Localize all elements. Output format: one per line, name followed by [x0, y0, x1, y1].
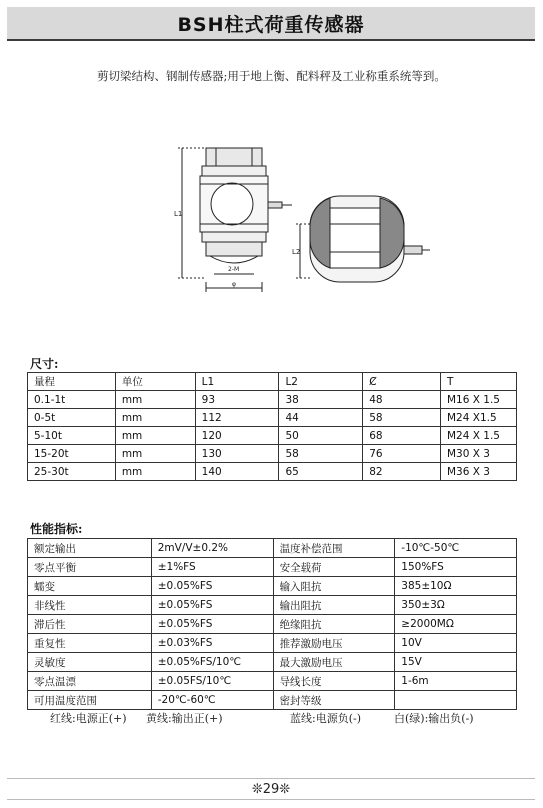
spec-value: 350±3Ω: [395, 596, 517, 615]
table-row: [28, 463, 517, 481]
spec-name: 灵敏度: [28, 653, 152, 672]
table-cell: M24 X1.5: [441, 409, 517, 427]
table-row: [28, 615, 517, 634]
table-cell: mm: [115, 463, 195, 481]
title-bar: [7, 7, 535, 41]
header-cell: 量程: [28, 373, 116, 391]
table-cell: 50: [279, 427, 363, 445]
table-row: [28, 653, 517, 672]
table-cell: M30 X 3: [441, 445, 517, 463]
spec-name: 滞后性: [28, 615, 152, 634]
table-row: [28, 672, 517, 691]
header-cell: L1: [195, 373, 279, 391]
table-cell: 0-5t: [28, 409, 116, 427]
table-cell: 68: [363, 427, 441, 445]
table-row: [28, 634, 517, 653]
table-cell: 44: [279, 409, 363, 427]
table-row: [28, 558, 517, 577]
spec-name: 零点温漂: [28, 672, 152, 691]
table-cell: 130: [195, 445, 279, 463]
spec-value: ±1%FS: [151, 558, 273, 577]
spec-value: 150%FS: [395, 558, 517, 577]
wire-yellow: 黄线:输出正(+): [146, 712, 223, 725]
table-cell: 93: [195, 391, 279, 409]
intro-text: 剪切梁结构、钢制传感器;用于地上衡、配料秤及工业称重系统等到。: [97, 69, 446, 83]
spec-value: 1-6m: [395, 672, 517, 691]
table-cell: 58: [279, 445, 363, 463]
table-cell: 58: [363, 409, 441, 427]
wire-white-green: 白(绿):输出负(-): [394, 712, 474, 725]
table-cell: M36 X 3: [441, 463, 517, 481]
table-cell: 120: [195, 427, 279, 445]
table-cell: mm: [115, 427, 195, 445]
spec-value: ±0.05%FS: [151, 615, 273, 634]
wire-red: 红线:电源正(+): [50, 712, 127, 725]
table-row: [28, 409, 517, 427]
spec-name: 导线长度: [273, 672, 395, 691]
table-row: [28, 577, 517, 596]
table-cell: 48: [363, 391, 441, 409]
table-cell: 65: [279, 463, 363, 481]
spec-name: 最大激励电压: [273, 653, 395, 672]
spec-value: -20℃-60℃: [151, 691, 273, 710]
dim-l2-label: L2: [292, 248, 301, 256]
header-cell: L2: [279, 373, 363, 391]
wire-blue: 蓝线:电源负(-): [290, 712, 362, 725]
spec-name: 温度补偿范围: [273, 539, 395, 558]
header-cell: T: [441, 373, 517, 391]
dimensions-label: 尺寸:: [30, 357, 59, 371]
table-cell: 112: [195, 409, 279, 427]
table-row: [28, 691, 517, 710]
spec-name: 输入阻抗: [273, 577, 395, 596]
table-cell: mm: [115, 409, 195, 427]
spec-value: ±0.03%FS: [151, 634, 273, 653]
spec-name: 安全载荷: [273, 558, 395, 577]
page-footer: [7, 778, 535, 800]
spec-name: 蠕变: [28, 577, 152, 596]
table-cell: 140: [195, 463, 279, 481]
spec-name: 输出阻抗: [273, 596, 395, 615]
table-cell: 25-30t: [28, 463, 116, 481]
table-cell: 82: [363, 463, 441, 481]
spec-value: ±0.05%FS: [151, 577, 273, 596]
dim-phi-label: φ: [232, 281, 236, 288]
table-cell: 5-10t: [28, 427, 116, 445]
page-number: ❊29❊: [251, 781, 291, 797]
spec-value: 385±10Ω: [395, 577, 517, 596]
table-cell: 76: [363, 445, 441, 463]
spec-name: 重复性: [28, 634, 152, 653]
spec-value: ±0.05%FS/10℃: [151, 653, 273, 672]
sensor-drawing: [160, 128, 430, 300]
table-cell: 15-20t: [28, 445, 116, 463]
spec-value: ±0.05%FS: [151, 596, 273, 615]
specs-label: 性能指标:: [30, 522, 83, 536]
wire-legend: [0, 710, 543, 728]
spec-name: 零点平衡: [28, 558, 152, 577]
dim-l1-label: L1: [174, 210, 183, 218]
table-cell: mm: [115, 445, 195, 463]
spec-value: ±0.05FS/10℃: [151, 672, 273, 691]
table-cell: 0.1-1t: [28, 391, 116, 409]
spec-value: 10V: [395, 634, 517, 653]
spec-name: 推荐激励电压: [273, 634, 395, 653]
spec-name: 额定输出: [28, 539, 152, 558]
table-cell: mm: [115, 391, 195, 409]
table-row: [28, 391, 517, 409]
specs-table: [27, 538, 517, 710]
spec-value: 15V: [395, 653, 517, 672]
header-cell: Ȼ: [363, 373, 441, 391]
table-row: [28, 427, 517, 445]
spec-value: ≥2000MΩ: [395, 615, 517, 634]
spec-name: 非线性: [28, 596, 152, 615]
spec-name: 可用温度范围: [28, 691, 152, 710]
spec-name: 绝缘阻抗: [273, 615, 395, 634]
spec-value: -10℃-50℃: [395, 539, 517, 558]
dimensions-table: [27, 372, 517, 481]
header-cell: 单位: [115, 373, 195, 391]
spec-value: [395, 691, 517, 710]
table-cell: M16 X 1.5: [441, 391, 517, 409]
table-row: [28, 445, 517, 463]
table-row: [28, 539, 517, 558]
table-row: [28, 596, 517, 615]
spec-name: 密封等级: [273, 691, 395, 710]
dim-small-label: 2-M: [228, 266, 240, 273]
dimensions-header-row: [28, 373, 517, 391]
spec-value: 2mV/V±0.2%: [151, 539, 273, 558]
table-cell: M24 X 1.5: [441, 427, 517, 445]
table-cell: 38: [279, 391, 363, 409]
page-title: BSH柱式荷重传感器: [177, 13, 365, 36]
